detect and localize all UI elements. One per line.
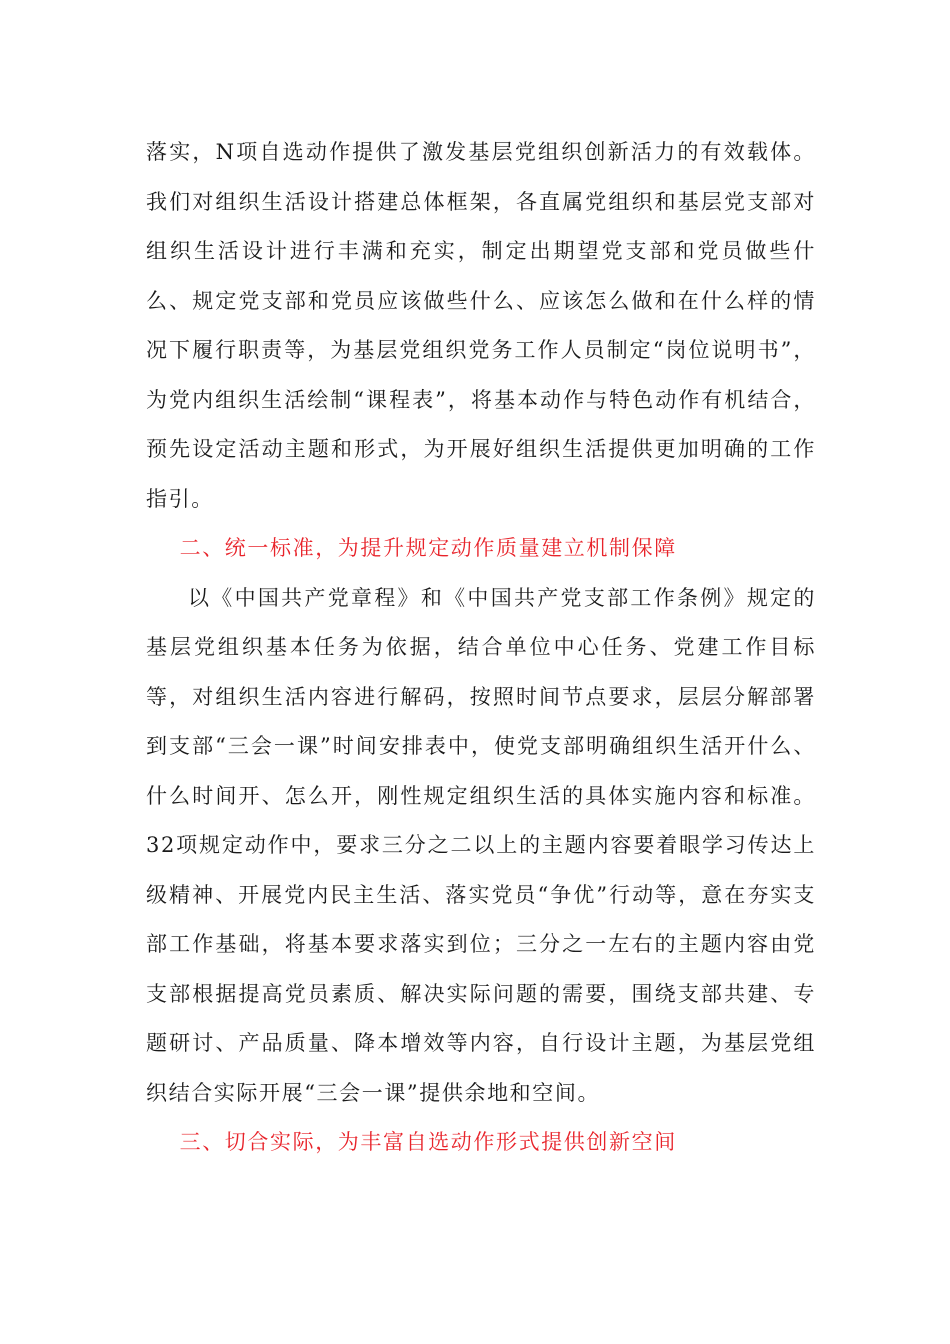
section-heading-2: 二、统一标准，为提升规定动作质量建立机制保障 bbox=[179, 536, 677, 560]
paragraph-section-2: 以《中国共产党章程》和《中国共产党支部工作条例》规定的基层党组织基本任务为依据，结合单位中心任务、党建工作目标等，对组织生活内容进行解码，按照时间节点要求，层层分解部署到支部“三会一课”时间安排表中，使党支部明确组织生活开什么、什么时间开、怎么开，刚性规定组织生活的具体实施内容和标准。32项规定动作中，要求三分之二以上的主题内容要着眼学习传达上级精神、开展党内民主生活、落实党员“争优”行动等，意在夯实支部工作基础，将基本要求落实到位；三分之一左右的主题内容由党支部根据提高党员素质、解决实际问题的需要，围绕支部共建、专题研讨、产品质量、降本增效等内容，自行设计主题，为基层党组织结合实际开展“三会一课”提供余地和空间。 bbox=[146, 585, 816, 1105]
paragraph-continued: 落实，N项自选动作提供了激发基层党组织创新活力的有效载体。我们对组织生活设计搭建总体框架，各直属党组织和基层党支部对组织生活设计进行丰满和充实，制定出期望党支部和党员做些什么、规定党支部和党员应该做些什么、应该怎么做和在什么样的情况下履行职责等，为基层党组织党务工作人员制定“岗位说明书”，为党内组织生活绘制“课程表”，将基本动作与特色动作有机结合，预先设定活动主题和形式，为开展好组织生活提供更加明确的工作指引。 bbox=[146, 140, 816, 511]
document-body bbox=[146, 128, 816, 1168]
section-heading-3: 三、切合实际，为丰富自选动作形式提供创新空间 bbox=[179, 1130, 677, 1154]
